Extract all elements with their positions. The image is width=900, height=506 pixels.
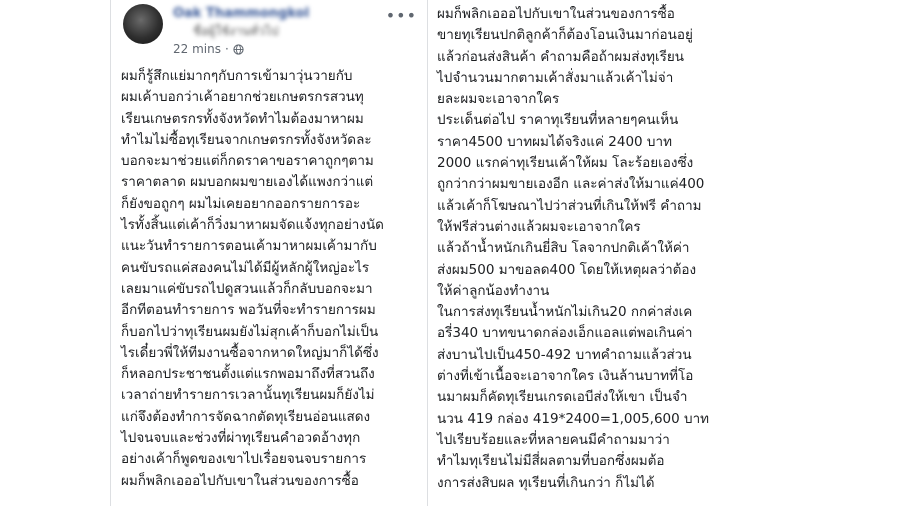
globe-icon[interactable] bbox=[233, 44, 244, 55]
text-line: 2000 แรกค่าทุเรียนเค้าให้ผม โละร้อยเองซึ่ง bbox=[437, 155, 694, 172]
text-line: แล้วเค้าก็โฆษณาไปว่าส่วนที่เกินให้ฟรี คำถาม bbox=[437, 197, 702, 214]
text-line: แล้วก่อนส่งสินค้า คำถามคือถ้าผมส่งทุเรียน bbox=[437, 48, 684, 65]
text-line: ให้ฟรีส่วนต่างแล้วผมจะเอาจากใคร bbox=[437, 218, 641, 235]
post-meta bbox=[173, 42, 244, 56]
author-name-blurred[interactable]: Oak Thammongkol bbox=[173, 6, 310, 21]
text-line: ก็หลอกประชาชนตั้งแต่แรกพอมาถึงที่สวนถึง bbox=[121, 366, 375, 383]
text-line: ไปเรียบร้อยและที่หลายคนมีคำถามมาว่า bbox=[437, 431, 670, 448]
text-line: ขายทุเรียนปกติลูกค้าก็ต้องโอนเงินมาก่อนอยู่ bbox=[437, 27, 693, 44]
text-line: ผมก็พลิกเอออไปกับเขาในส่วนของการซื้อ bbox=[437, 6, 675, 22]
text-line: ไรทั้งสิ้นแต่เค้าก็วิ่งมาหาผมจัดแจ้งทุกอย่างนัด bbox=[121, 217, 384, 234]
text-line: นมาผมก็คัดทุเรียนเกรดเอบีส่งให้เขา เป็นจำ bbox=[437, 389, 688, 406]
author-subtitle-blurred: ชื่อผู้ใช้งานทั่วไป bbox=[193, 24, 279, 38]
text-line: คนขับรถแค่สองคนไม่ได้มีผู้หลักผู้ใหญ่อะไร bbox=[121, 259, 370, 276]
text-line: อรี่340 บาทขนาดกล่องเอ็กแอลแต่พอเกินค่า bbox=[437, 325, 693, 342]
text-line: ยละผมจะเอาจากใคร bbox=[437, 91, 560, 108]
text-line: ไปจำนวนมากตามเค้าสั่งมาแล้วเค้าไม่จ่า bbox=[437, 69, 674, 86]
text-line: ไปจนจบและช่วงที่ผ่าทุเรียนคำอวดอ้างทุก bbox=[121, 430, 361, 447]
text-line: เลยมาแค่ขับรถไปดูสวนแล้วก็กลับบอกจะมา bbox=[121, 280, 373, 297]
post-body-text-continued bbox=[437, 4, 743, 494]
text-line: ผมก็รู้สึกแย่มากๆกับการเข้ามาวุ่นวายกับ bbox=[121, 68, 353, 84]
text-line: ทำไมไม่ซื้อทุเรียนจากเกษตรกรทั้งจังหวัดละ bbox=[121, 131, 372, 148]
text-line: อีกทีตอนทำรายการ พอวันที่จะทำรายการผม bbox=[121, 302, 376, 319]
post-continuation-column bbox=[435, 4, 745, 506]
text-line: ถูกว่ากว่าผมขายเองอีก และค่าส่งให้มาแค่400 bbox=[437, 176, 705, 193]
text-line: อย่างเค้าก็พูดของเขาไปเรื่อยจนจบรายการ bbox=[121, 451, 367, 468]
text-line: แล้วถ้าน้ำหนักเกินยี่สิบ โลจากปกติเค้าให้ค่า bbox=[437, 240, 690, 257]
text-line: ส่งบานไปเป็น450-492 บาทคำถามแล้วส่วน bbox=[437, 346, 692, 363]
post-body-text bbox=[121, 66, 421, 492]
text-line: ส่งผม500 มาขอลด400 โดยให้เหตุผลว่าต้อง bbox=[437, 261, 697, 278]
facebook-post-left-column bbox=[110, 0, 428, 506]
text-line: ให้ค่าลูกน้องทำงาน bbox=[437, 282, 550, 299]
text-line: ผมก็พลิกเอออไปกับเขาในส่วนของการซื้อ bbox=[121, 472, 359, 489]
text-line: บอกจะมาช่วยแต่ก็กดราคาขอราคาถูกๆตาม bbox=[121, 153, 374, 170]
more-options-icon[interactable]: ••• bbox=[385, 6, 417, 25]
text-line: ไรเดี๋ยวพี่ให้ทีมงานซื้อจากหาดใหญ่มาก็ได้ซึ่ง bbox=[121, 344, 379, 361]
text-line: ในการส่งทุเรียนน้ำหนักไม่เกิน20 กกค่าส่งเค bbox=[437, 304, 693, 321]
text-line: เรียนเกษตรกรทั้งจังหวัดทำไมต้องมาหาผม bbox=[121, 110, 364, 127]
text-line: เวลาถ่ายทำรายการเวลานั้นทุเรียนผมก็ยังไม่ bbox=[121, 387, 375, 404]
post-header bbox=[123, 4, 423, 60]
post-timestamp[interactable]: 22 mins bbox=[173, 42, 221, 56]
author-avatar[interactable] bbox=[123, 4, 163, 44]
text-line: แก่จึงต้องทำการจัดฉากตัดทุเรียนอ่อนแสดง bbox=[121, 408, 371, 425]
text-line: ต่างที่เข้าเนื้อจะเอาจากใคร เงินล้านบาทที่โอ bbox=[437, 368, 694, 385]
text-line: ผมเค้าบอกว่าเค้าอยากช่วยเกษตรกรสวนทุ bbox=[121, 89, 364, 106]
text-line: ราคาตลาด ผมบอกผมขายเองได้แพงกว่าแต่ bbox=[121, 174, 374, 191]
text-line: งการส่งสิบผล ทุเรียนที่เกินกว่า ก็ไม่ได้ bbox=[437, 474, 655, 491]
text-line: ก็บอกไปว่าทุเรียนผมยังไม่สุกเค้าก็บอกไม่เป็น bbox=[121, 323, 379, 340]
text-line: นวน 419 กล่อง 419*2400=1,005,600 บาท bbox=[437, 410, 710, 427]
text-line: ก็ยังขอถูกๆ ผมไม่เคยอยากออกรายการอะ bbox=[121, 195, 361, 212]
text-line: ทำไมทุเรียนไม่มีสี่ผลตามที่บอกซึ่งผมต้อ bbox=[437, 453, 665, 470]
text-line: ราคา4500 บาทผมได้จริงแค่ 2400 บาท bbox=[437, 133, 672, 150]
meta-separator: · bbox=[224, 42, 229, 56]
text-line: แนะวันทำรายการตอนเค้ามาหาผมเค้ามากับ bbox=[121, 238, 377, 255]
text-line: ประเด็นต่อไป ราคาทุเรียนที่หลายๆคนเห็น bbox=[437, 112, 679, 129]
